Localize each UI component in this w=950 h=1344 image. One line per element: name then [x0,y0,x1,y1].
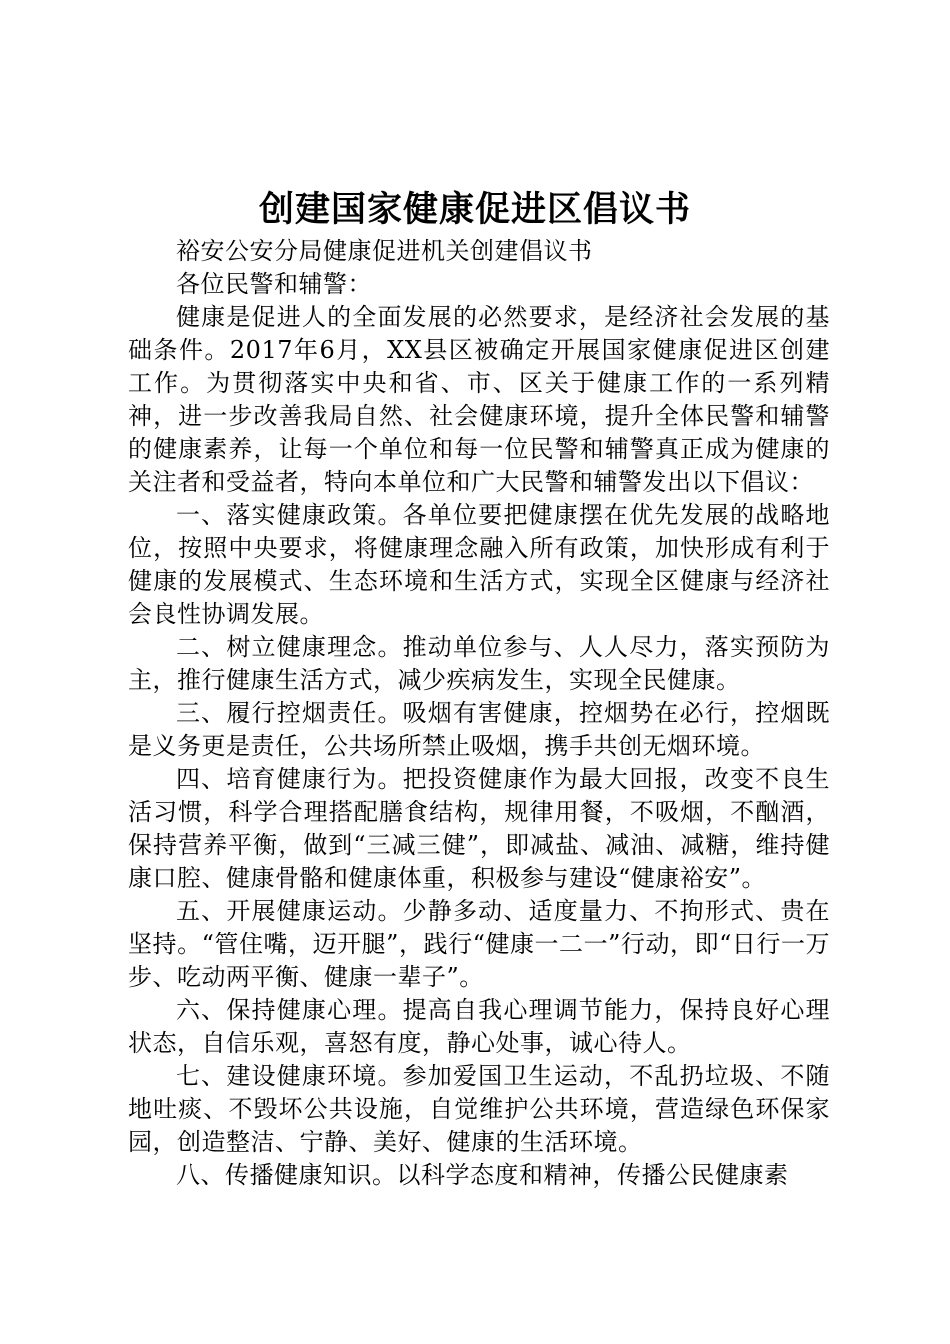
item-paragraph-1: 一、落实健康政策。各单位要把健康摆在优先发展的战略地位，按照中央要求，将健康理念融入所有政策，加快形成有利于健康的发展模式、生态环境和生活方式，实现全区健康与经济社会良性协调发展。 [128,501,830,628]
item-paragraph-6: 六、保持健康心理。提高自我心理调节能力，保持良好心理状态，自信乐观，喜怒有度，静心处事，诚心待人。 [128,996,830,1057]
item-paragraph-3: 三、履行控烟责任。吸烟有害健康，控烟势在必行，控烟既是义务更是责任，公共场所禁止吸烟，携手共创无烟环境。 [128,699,830,760]
document-body [128,235,830,1192]
item-paragraph-4: 四、培育健康行为。把投资健康作为最大回报，改变不良生活习惯，科学合理搭配膳食结构，规律用餐，不吸烟，不酗酒，保持营养平衡，做到“三减三健”，即减盐、减油、减糖，维持健康口腔、健康骨骼和健康体重，积极参与建设“健康裕安”。 [128,765,830,892]
item-paragraph-8: 八、传播健康知识。以科学态度和精神，传播公民健康素 [176,1161,789,1189]
intro-paragraph: 健康是促进人的全面发展的必然要求，是经济社会发展的基础条件。2017年6月，XX县区被确定开展国家健康促进区创建工作。为贯彻落实中央和省、市、区关于健康工作的一系列精神，进一步改善我局自然、社会健康环境，提升全体民警和辅警的健康素养，让每一个单位和每一位民警和辅警真正成为健康的关注者和受益者，特向本单位和广大民警和辅警发出以下倡议： [128,303,830,496]
item-paragraph-5: 五、开展健康运动。少静多动、适度量力、不拘形式、贵在坚持。“管住嘴，迈开腿”，践行“健康一二一”行动，即“日行一万步、吃动两平衡、健康一辈子”。 [128,897,830,991]
item-paragraph-7: 七、建设健康环境。参加爱国卫生运动，不乱扔垃圾、不随地吐痰、不毁坏公共设施，自觉维护公共环境，营造绿色环保家园，创造整洁、宁静、美好、健康的生活环境。 [128,1062,830,1156]
document-title: 创建国家健康促进区倡议书 [258,189,691,230]
salutation: 各位民警和辅警： [176,270,372,298]
subtitle-line: 裕安公安分局健康促进机关创建倡议书 [176,237,593,265]
item-paragraph-2: 二、树立健康理念。推动单位参与、人人尽力，落实预防为主，推行健康生活方式，减少疾病发生，实现全民健康。 [128,633,830,694]
